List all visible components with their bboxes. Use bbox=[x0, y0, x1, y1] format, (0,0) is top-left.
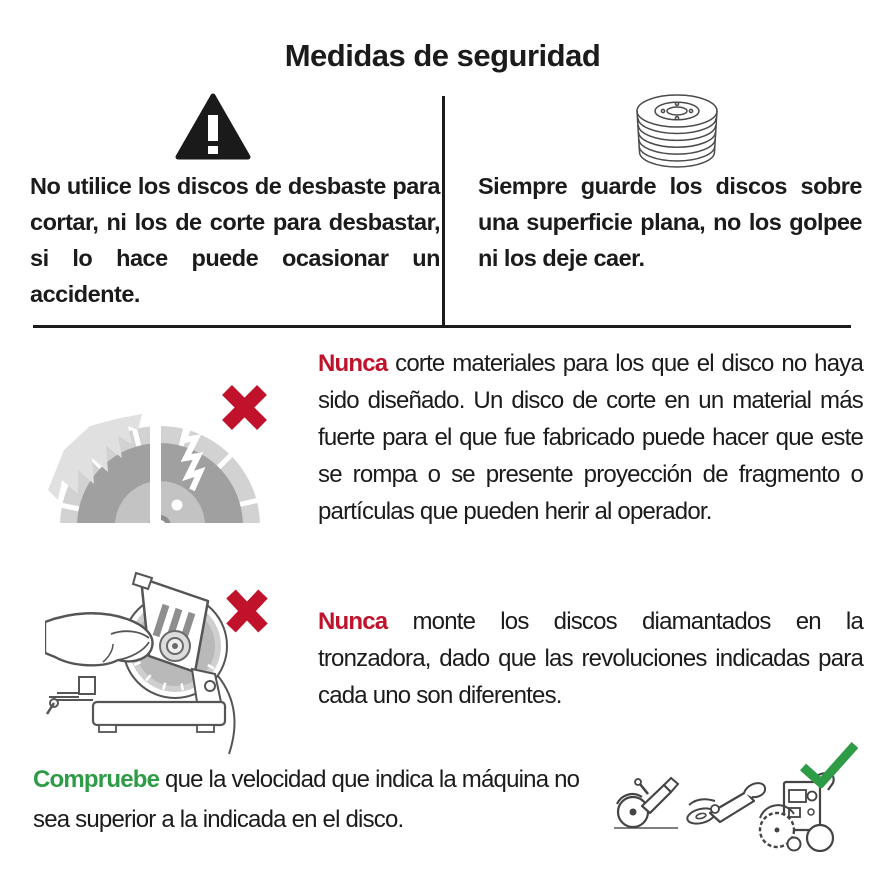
prohibited-x-icon bbox=[231, 594, 263, 628]
keyword-compruebe: Compruebe bbox=[33, 766, 160, 793]
section-divider bbox=[33, 325, 851, 328]
chop-saw-illustration bbox=[45, 572, 295, 764]
section-3-text: que la velocidad que indica la máquina no sea superior a la indicada en el disco. bbox=[33, 766, 580, 833]
grinding-discs-warning-text: No utilice los discos de desbaste para cortar, ni los de corte para desbastar, si lo hace puede ocasionar un accidente. bbox=[30, 173, 440, 307]
never-mount-diamond-discs-text bbox=[318, 603, 863, 714]
disc-stack-icon bbox=[630, 88, 724, 170]
warning-triangle-icon bbox=[175, 93, 251, 163]
check-speed-text bbox=[33, 760, 611, 840]
angle-grinder-icon bbox=[612, 772, 682, 834]
prohibited-x-icon bbox=[227, 390, 262, 425]
broken-discs-illustration bbox=[40, 378, 290, 546]
page-title: Medidas de seguridad bbox=[284, 38, 601, 73]
keyword-nunca: Nunca bbox=[318, 350, 388, 377]
check-icon bbox=[798, 740, 860, 788]
never-cut-wrong-materials-text bbox=[318, 345, 863, 530]
section-1-text: corte materiales para los que el disco no haya sido diseñado. Un disco de corte en un material más fuerte para el que fue fabricado puede hacer que este se rompa o se presente proyección de fragmento o partículas que pueden herir al operador. bbox=[318, 350, 864, 525]
column-divider bbox=[442, 96, 445, 325]
section-2-text: monte los discos diamantados en la tronzadora, dado que las revoluciones indicadas para cada uno son diferentes. bbox=[318, 608, 863, 709]
store-discs-flat-text: Siempre guarde los discos sobre una superficie plana, no los golpee ni los deje caer. bbox=[478, 173, 862, 271]
keyword-nunca: Nunca bbox=[318, 608, 388, 635]
